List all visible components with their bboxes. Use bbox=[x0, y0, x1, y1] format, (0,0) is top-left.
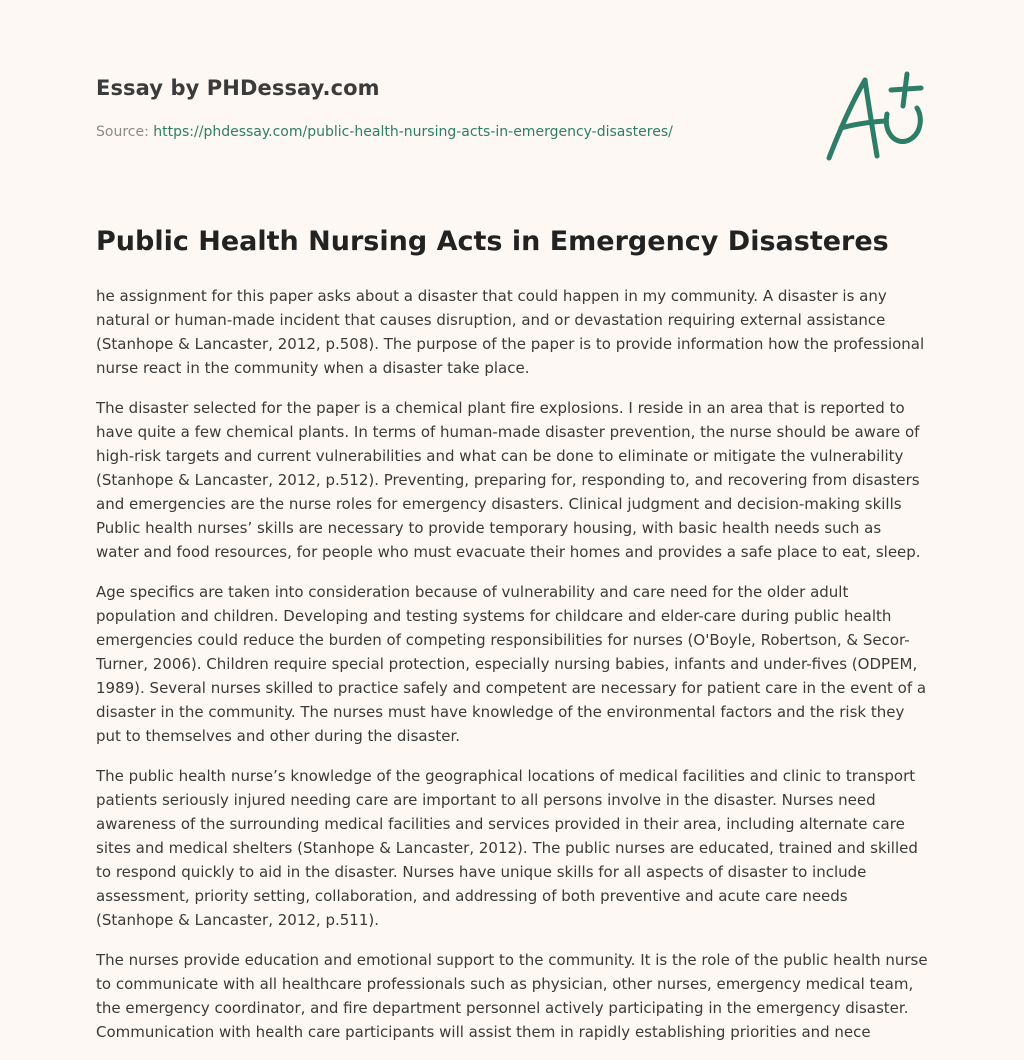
essay-title: Public Health Nursing Acts in Emergency Disasteres bbox=[96, 226, 889, 257]
site-title: Essay by PHDessay.com bbox=[96, 76, 380, 100]
source-label: Source: bbox=[96, 124, 154, 140]
paragraph: The nurses provide education and emotional support to the community. It is the role of the public health nurse to communicate with all healthcare professionals such as physician, other nurses, emergency medical team, the emergency coordinator, and fire department personnel actively participating in the emergency disaster. Communication with health care participants will assist them in rapidly establishing priorities and nece bbox=[96, 951, 928, 1041]
a-plus-logo-icon bbox=[823, 66, 931, 166]
paragraph: he assignment for this paper asks about a disaster that could happen in my community. A disaster is any natural or human-made incident that causes disruption, and or devastation requiring external assistance (Stanhope & Lancaster, 2012, p.508). The purpose of the paper is to provide information how the professional nurse react in the community when a disaster take place. bbox=[96, 287, 925, 377]
paragraph: Age specifics are taken into consideration because of vulnerability and care need for the older adult population and children. Developing and testing systems for childcare and elder-care during public health emergencies could reduce the burden of competing responsibilities for nurses (O'Boyle, Robertson, & Secor-Turner, 2006). Children require special protection, especially nursing babies, infants and under-fives (ODPEM, 1989). Several nurses skilled to practice safely and competent are necessary for patient care in the event of a disaster in the community. The nurses must have knowledge of the environmental factors and the risk they put to themselves and other during the disaster. bbox=[96, 583, 927, 745]
source-line bbox=[96, 124, 673, 140]
paragraph: The disaster selected for the paper is a chemical plant fire explosions. I reside in an area that is reported to have quite a few chemical plants. In terms of human-made disaster prevention, the nurse should be aware of high-risk targets and current vulnerabilities and what can be done to eliminate or mitigate the vulnerability (Stanhope & Lancaster, 2012, p.512). Preventing, preparing for, responding to, and recovering from disasters and emergencies are the nurse roles for emergency disasters. Clinical judgment and decision-making skills Public health nurses’ skills are necessary to provide temporary housing, with basic health needs such as water and food resources, for people who must evacuate their homes and provides a safe place to eat, sleep. bbox=[96, 399, 921, 561]
source-link[interactable]: https://phdessay.com/public-health-nursing-acts-in-emergency-disasteres/ bbox=[153, 124, 673, 140]
paragraph: The public health nurse’s knowledge of the geographical locations of medical facilities and clinic to transport patients seriously injured needing care are important to all persons involve in the disaster. Nurses need awareness of the surrounding medical facilities and services provided in their area, including alternate care sites and medical shelters (Stanhope & Lancaster, 2012). The public nurses are educated, trained and skilled to respond quickly to aid in the disaster. Nurses have unique skills for all aspects of disaster to include assessment, priority setting, collaboration, and addressing of both preventive and acute care needs (Stanhope & Lancaster, 2012, p.511). bbox=[96, 767, 918, 929]
essay-body bbox=[96, 284, 928, 1060]
